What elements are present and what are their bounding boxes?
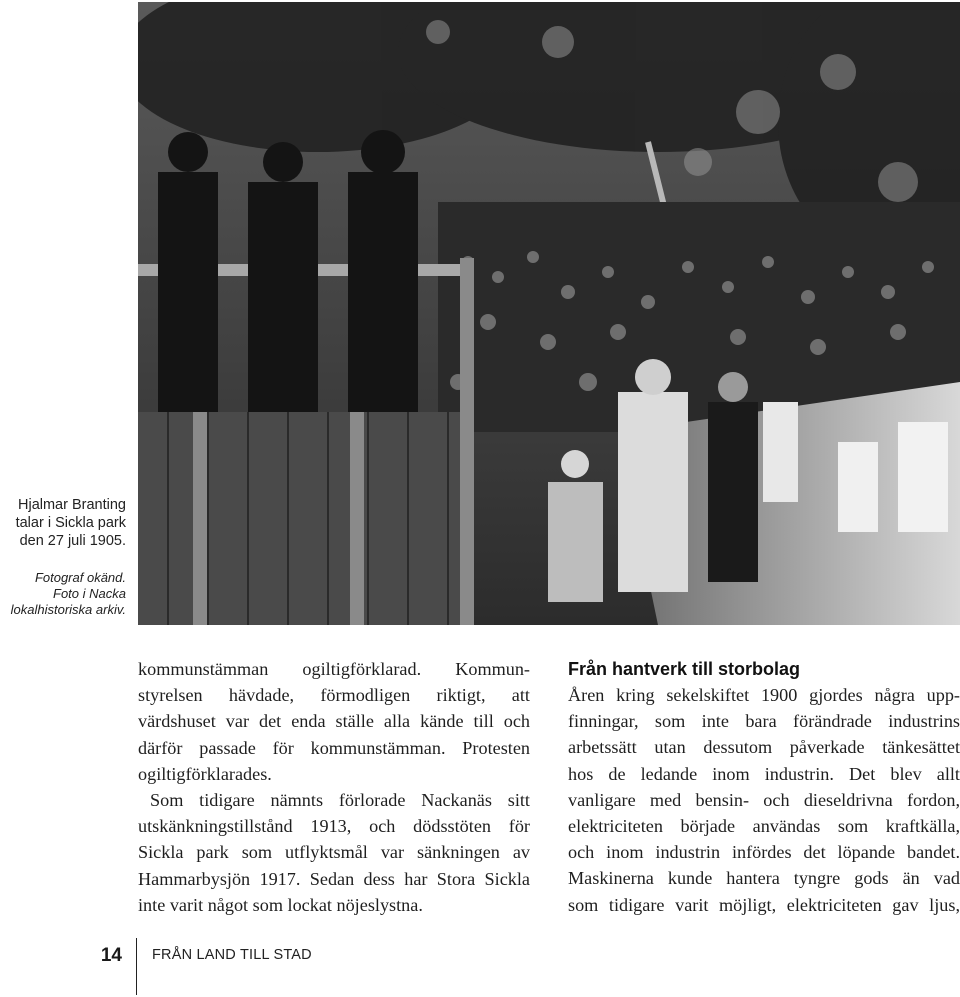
text-line: finningar, som inte bara förändrade industrins <box>568 711 960 732</box>
left-text-column <box>138 656 530 918</box>
text-line: Hammarbysjön 1917. Sedan dess har Stora Sickla <box>138 868 530 889</box>
caption-credit-line: lokalhistoriska arkiv. <box>10 602 126 617</box>
text-line: Åren kring sekelskiftet 1900 gjordes några upp- <box>568 685 960 705</box>
text-line: hos de ledande inom industrin. Det blev allt <box>568 763 960 784</box>
running-title: FRÅN LAND TILL STAD <box>152 947 312 963</box>
text-line: vanligare med bensin- och dieseldrivna fordon, <box>568 789 960 810</box>
photo-caption <box>0 496 126 618</box>
text-line: Som tidigare nämnts förlorade Nackanäs sitt <box>150 789 530 810</box>
caption-credit <box>0 570 126 618</box>
caption-credit-line: Fotograf okänd. <box>34 570 126 585</box>
text-line: som tidigare varit möjligt, elektriciteten gav ljus, <box>568 894 960 915</box>
text-line: därför passade för kommunstämman. Protesten <box>138 737 530 758</box>
page-footer <box>0 938 960 997</box>
text-line: inte varit något som lockat nöjeslystna. <box>138 894 423 915</box>
caption-title <box>0 496 126 550</box>
caption-title-line: den 27 juli 1905. <box>19 533 126 549</box>
text-line: elektriciteten började användas som kraftkälla, <box>568 815 960 836</box>
caption-credit-line: Foto i Nacka <box>53 586 126 601</box>
historical-photo <box>138 2 960 625</box>
footer-divider <box>136 938 137 995</box>
text-line: kommunstämman ogiltigförklarad. Kommun- <box>138 659 530 679</box>
text-line: arbetssätt utan dessutom påverkade tänkesättet <box>568 737 960 758</box>
text-line: Maskinerna kunde hantera tyngre gods än vad <box>568 868 960 889</box>
text-line: och inom industrin infördes det löpande bandet. <box>568 842 960 863</box>
right-text-column <box>568 656 960 918</box>
caption-title-line: Hjalmar Branting <box>18 497 126 513</box>
text-line: styrelsen hävdade, förmodligen riktigt, att <box>138 685 530 706</box>
text-line: utskänkningstillstånd 1913, och dödsstöten för <box>138 816 530 837</box>
text-line: värdshuset var det enda ställe alla kände till och <box>138 711 530 732</box>
page-number: 14 <box>100 945 122 966</box>
text-line: Sickla park som utflyktsmål var sänkningen av <box>138 842 530 863</box>
photo-illustration <box>138 2 960 625</box>
caption-title-line: talar i Sickla park <box>15 515 126 531</box>
text-line: ogiltigförklarades. <box>138 763 272 784</box>
platform-figures <box>158 130 418 412</box>
section-heading: Från hantverk till storbolag <box>568 659 801 679</box>
